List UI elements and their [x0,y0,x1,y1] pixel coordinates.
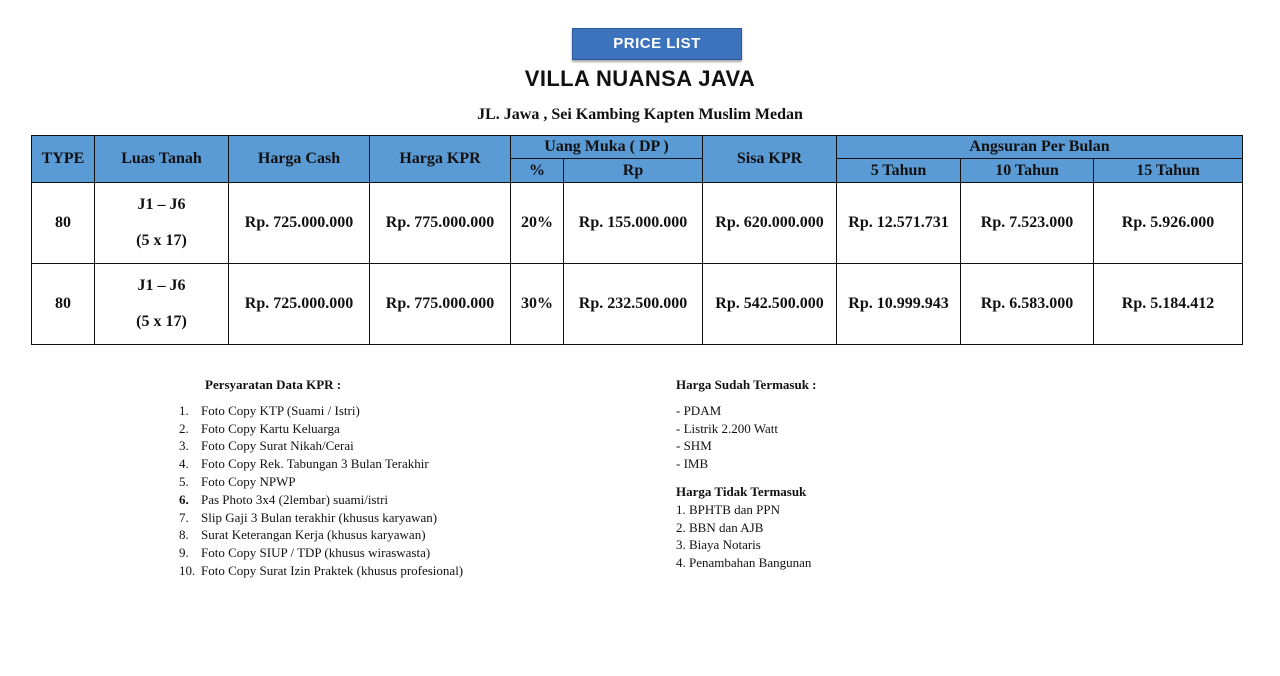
list-item: - SHM [676,438,712,454]
list-item: 4. Foto Copy Rek. Tabungan 3 Bulan Terakhir [179,456,429,472]
cell-dp-rp: Rp. 232.500.000 [564,264,703,345]
header-5-tahun: 5 Tahun [837,159,961,183]
cell-type: 80 [32,183,95,264]
cell-dp-rp: Rp. 155.000.000 [564,183,703,264]
table-row [32,183,1243,264]
header-harga-cash: Harga Cash [229,136,370,183]
header-angsuran: Angsuran Per Bulan [837,136,1243,159]
cell-5-tahun: Rp. 10.999.943 [837,264,961,345]
cell-15-tahun: Rp. 5.184.412 [1094,264,1243,345]
header-harga-kpr: Harga KPR [370,136,511,183]
list-item: 1. BPHTB dan PPN [676,501,781,517]
price-inclusions [676,376,817,572]
header-dp-percent: % [511,159,564,183]
cell-size: (5 x 17) [136,313,187,330]
list-item: 3. Foto Copy Surat Nikah/Cerai [179,438,354,454]
kpr-requirements [179,376,463,580]
cell-block: J1 – J6 [137,196,186,213]
cell-harga-kpr: Rp. 775.000.000 [370,183,511,264]
header-dp-rp: Rp [564,159,703,183]
header-10-tahun: 10 Tahun [961,159,1094,183]
list-item: 5. Foto Copy NPWP [179,473,296,489]
cell-10-tahun: Rp. 6.583.000 [961,264,1094,345]
header-15-tahun: 15 Tahun [1094,159,1243,183]
header-type: TYPE [32,136,95,183]
cell-type: 80 [32,264,95,345]
cell-10-tahun: Rp. 7.523.000 [961,183,1094,264]
list-item: 9. Foto Copy SIUP / TDP (khusus wiraswasta) [179,545,431,561]
cell-sisa-kpr: Rp. 620.000.000 [703,183,837,264]
address-subtitle: JL. Jawa , Sei Kambing Kapten Muslim Medan [477,106,803,123]
cell-5-tahun: Rp. 12.571.731 [837,183,961,264]
list-item: 2. BBN dan AJB [676,519,764,535]
included-title: Harga Sudah Termasuk : [676,377,817,392]
list-item: - IMB [676,456,709,472]
cell-harga-kpr: Rp. 775.000.000 [370,264,511,345]
excluded-title: Harga Tidak Termasuk [676,483,807,499]
requirements-title: Persyaratan Data KPR : [205,377,342,392]
list-item: 8. Surat Keterangan Kerja (khusus karyawan) [179,527,426,543]
cell-harga-cash: Rp. 725.000.000 [229,264,370,345]
list-item: - PDAM [676,402,722,418]
cell-dp-percent: 30% [511,264,564,345]
list-item: - Listrik 2.200 Watt [676,420,778,436]
cell-luas-tanah [95,183,229,264]
header-sisa-kpr: Sisa KPR [703,136,837,183]
cell-15-tahun: Rp. 5.926.000 [1094,183,1243,264]
cell-luas-tanah [95,264,229,345]
header-uang-muka: Uang Muka ( DP ) [511,136,703,159]
list-item: 4. Penambahan Bangunan [676,555,812,571]
header-luas-tanah: Luas Tanah [95,136,229,183]
list-item: 7. Slip Gaji 3 Bulan terakhir (khusus karyawan) [179,509,438,525]
list-item: 2. Foto Copy Kartu Keluarga [179,420,340,436]
requirements-list [179,402,463,580]
cell-dp-percent: 20% [511,183,564,264]
list-item: 6. Pas Photo 3x4 (2lembar) suami/istri [179,491,389,507]
list-item: 1. Foto Copy KTP (Suami / Istri) [179,402,360,418]
price-list-badge: PRICE LIST [572,28,742,60]
cell-harga-cash: Rp. 725.000.000 [229,183,370,264]
list-item: 10. Foto Copy Surat Izin Praktek (khusus profesional) [179,562,464,578]
price-table [31,135,1243,345]
page-title: VILLA NUANSA JAVA [524,66,756,91]
cell-sisa-kpr: Rp. 542.500.000 [703,264,837,345]
cell-size: (5 x 17) [136,232,187,249]
table-row [32,264,1243,345]
list-item: 3. Biaya Notaris [676,537,761,553]
cell-block: J1 – J6 [137,277,186,294]
